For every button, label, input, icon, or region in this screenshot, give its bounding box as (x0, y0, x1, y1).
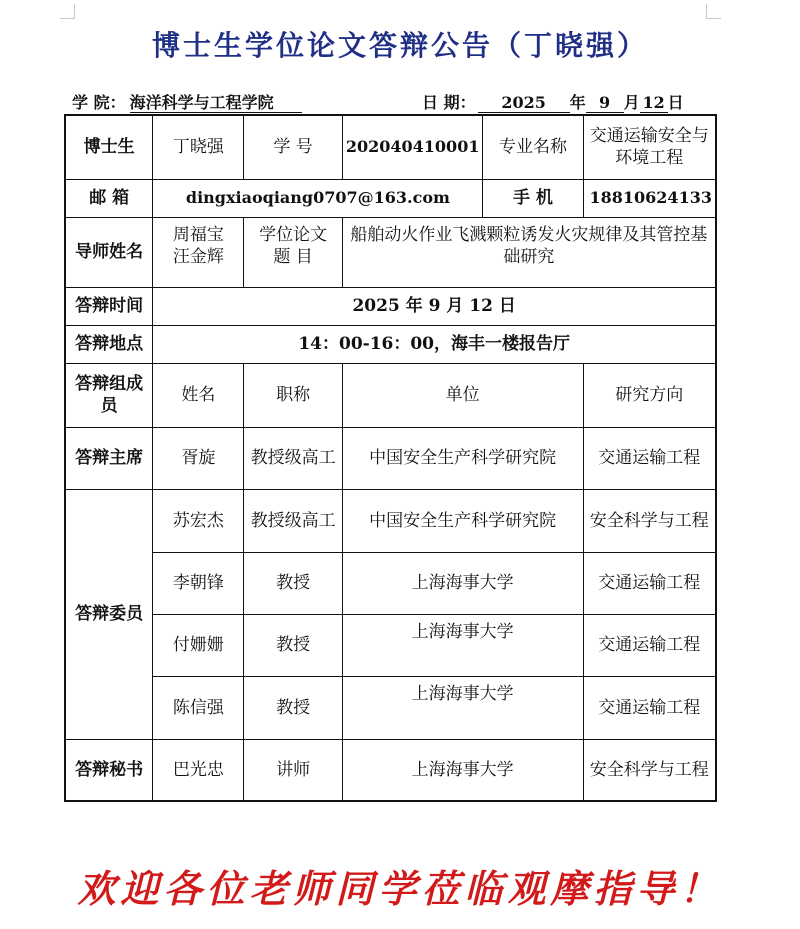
secretary-row (65, 739, 716, 801)
major-value: 交通运输安全与环境工程 (583, 115, 716, 179)
phone-label: 手 机 (483, 179, 583, 217)
chair-row (65, 427, 716, 489)
header-title: 职称 (244, 363, 343, 427)
member-field: 交通运输工程 (583, 676, 716, 739)
member-unit: 上海海事大学 (342, 676, 583, 739)
secretary-field: 安全科学与工程 (583, 739, 716, 801)
date-year: 2025 (478, 94, 570, 113)
welcome-banner: 欢迎各位老师同学莅临观摩指导！ (77, 866, 723, 911)
secretary-label: 答辩秘书 (65, 739, 153, 801)
thesis-label (244, 217, 343, 287)
header-name: 姓名 (153, 363, 244, 427)
email-value: dingxiaoqiang0707@163.com (153, 179, 483, 217)
student-id: 202040410001 (342, 115, 483, 179)
advisor-row (65, 217, 716, 287)
member-field: 交通运输工程 (583, 552, 716, 614)
member-title: 教授 (244, 552, 343, 614)
phone-value: 18810624133 (583, 179, 716, 217)
member-field: 交通运输工程 (583, 614, 716, 676)
time-label: 答辩时间 (65, 287, 153, 325)
chair-unit: 中国安全生产科学研究院 (342, 427, 583, 489)
secretary-unit: 上海海事大学 (342, 739, 583, 801)
time-value: 2025 年 9 月 12 日 (153, 287, 716, 325)
header-field: 研究方向 (583, 363, 716, 427)
date-day: 12 (640, 94, 668, 113)
place-value: 14：00-16：00，海丰一楼报告厅 (153, 325, 716, 363)
members-label: 答辩委员 (65, 489, 153, 739)
member-unit: 上海海事大学 (342, 614, 583, 676)
advisor-names (153, 217, 244, 287)
advisor-label: 导师姓名 (65, 217, 153, 287)
phd-name: 丁晓强 (153, 115, 244, 179)
secretary-name: 巴光忠 (153, 739, 244, 801)
member-name: 付姗姗 (153, 614, 244, 676)
date-year-unit: 年 (569, 93, 586, 112)
date-label: 日 期： (422, 93, 476, 112)
major-label: 专业名称 (483, 115, 583, 179)
secretary-title: 讲师 (244, 739, 343, 801)
date-month: 9 (586, 94, 624, 113)
member-unit: 中国安全生产科学研究院 (342, 489, 583, 552)
page-title: 博士生学位论文答辩公告（丁晓强） (151, 29, 648, 62)
member-row (65, 614, 716, 676)
advisor-name-1: 周福宝 (172, 224, 224, 245)
email-label: 邮 箱 (65, 179, 153, 217)
phd-label: 博士生 (65, 115, 153, 179)
member-title: 教授级高工 (244, 489, 343, 552)
chair-label: 答辩主席 (65, 427, 153, 489)
member-name: 李朝锋 (153, 552, 244, 614)
committee-header-row (65, 363, 716, 427)
contact-row (65, 179, 716, 217)
school-label: 学 院： (72, 93, 126, 112)
member-row (65, 489, 716, 552)
member-row (65, 676, 716, 739)
school-line (72, 90, 302, 113)
date-line (422, 90, 684, 113)
member-title: 教授 (244, 614, 343, 676)
thesis-label-line-1: 学位论文 (259, 224, 328, 245)
page-corner-mark-left (60, 4, 75, 19)
committee-label: 答辩组成员 (65, 363, 153, 427)
thesis-title: 船舶动火作业飞溅颗粒诱发火灾规律及其管控基础研究 (342, 217, 716, 287)
defense-info-table (64, 114, 717, 802)
date-month-unit: 月 (623, 93, 640, 112)
chair-title: 教授级高工 (244, 427, 343, 489)
member-title: 教授 (244, 676, 343, 739)
header-unit: 单位 (342, 363, 583, 427)
member-row (65, 552, 716, 614)
member-unit: 上海海事大学 (342, 552, 583, 614)
school-value: 海洋科学与工程学院 (130, 94, 302, 113)
date-day-unit: 日 (667, 93, 684, 112)
chair-field: 交通运输工程 (583, 427, 716, 489)
place-label: 答辩地点 (65, 325, 153, 363)
page-corner-mark-right (706, 4, 721, 19)
student-row (65, 115, 716, 179)
advisor-name-2: 汪金辉 (172, 246, 224, 267)
student-id-label: 学 号 (244, 115, 343, 179)
member-name: 苏宏杰 (153, 489, 244, 552)
member-field: 安全科学与工程 (583, 489, 716, 552)
member-name: 陈信强 (153, 676, 244, 739)
place-row (65, 325, 716, 363)
chair-name: 胥旋 (153, 427, 244, 489)
thesis-label-line-2: 题 目 (273, 246, 313, 267)
time-row (65, 287, 716, 325)
